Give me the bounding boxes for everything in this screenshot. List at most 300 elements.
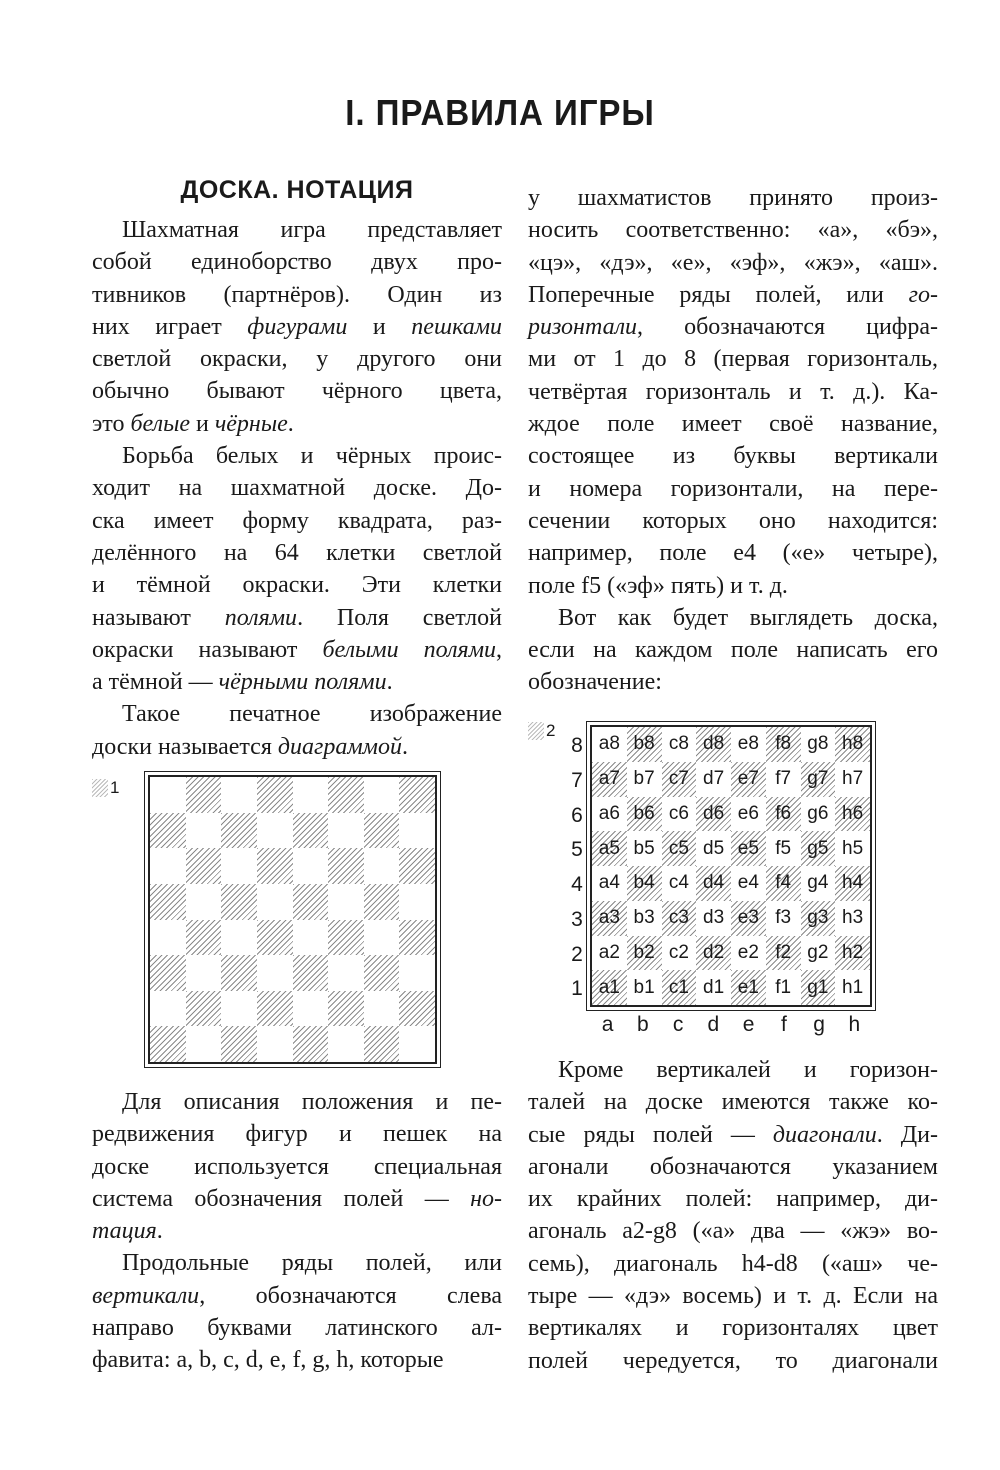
dark-square xyxy=(328,920,364,956)
text-line xyxy=(92,246,502,278)
square-name: f8 xyxy=(775,733,792,755)
text-segment: агонали обозначаются указанием xyxy=(528,1153,938,1180)
square-name: e7 xyxy=(737,768,759,790)
light-square xyxy=(328,1026,364,1062)
text-segment: система обозначения полей — xyxy=(92,1185,471,1212)
text-segment: . xyxy=(402,733,408,760)
square-name: d3 xyxy=(703,907,725,929)
square-name: c7 xyxy=(668,768,689,790)
text-line xyxy=(528,473,938,505)
dark-square xyxy=(696,936,731,971)
dark-square xyxy=(801,970,836,1005)
text-segment: и номера горизонтали, на пере- xyxy=(528,475,938,502)
square-name: e6 xyxy=(737,802,759,824)
italic-term: тация xyxy=(92,1218,157,1245)
light-square xyxy=(150,777,186,813)
light-square xyxy=(364,991,400,1027)
text-line xyxy=(528,408,938,440)
square-name: d6 xyxy=(703,802,725,824)
dark-square xyxy=(221,955,257,991)
light-square xyxy=(696,831,731,866)
text-segment: тыре — «дэ» восемь) и т. д. Если на xyxy=(528,1283,938,1310)
text-segment: . xyxy=(287,410,294,437)
square-name: c8 xyxy=(668,733,689,755)
dark-square xyxy=(328,777,364,813)
text-line xyxy=(528,311,938,343)
light-square xyxy=(221,848,257,884)
text-segment: сечении которых оно находится: xyxy=(528,507,938,534)
text-line xyxy=(528,666,938,698)
square-name: g3 xyxy=(807,907,829,929)
square-name: a2 xyxy=(598,941,620,963)
dark-square xyxy=(627,936,662,971)
light-square xyxy=(399,884,435,920)
light-square xyxy=(731,727,766,762)
text-segment: ска имеет форму квадрата, раз- xyxy=(92,507,502,534)
text-line xyxy=(528,214,938,246)
square-name: c2 xyxy=(668,941,689,963)
text-line xyxy=(528,1119,938,1151)
text-segment: Продольные ряды полей, или xyxy=(122,1250,502,1277)
dark-square xyxy=(293,955,329,991)
text-line xyxy=(92,214,502,246)
square-name: g7 xyxy=(807,768,829,790)
text-segment: Такое печатное изображение xyxy=(122,701,502,728)
square-name: e4 xyxy=(737,872,759,894)
text-segment: направо буквами латинского ал- xyxy=(92,1315,502,1342)
text-segment: носить соответственно: «а», «бэ», xyxy=(528,217,938,244)
light-square xyxy=(731,866,766,901)
square-name: b1 xyxy=(633,976,655,998)
square-name: d1 xyxy=(703,976,725,998)
left-column-text-2 xyxy=(92,1086,502,1377)
square-name: d5 xyxy=(703,837,725,859)
dark-square xyxy=(293,1026,329,1062)
square-name: c6 xyxy=(668,802,689,824)
dark-square xyxy=(592,762,627,797)
text-segment: обозначение: xyxy=(528,669,662,696)
square-name: c5 xyxy=(668,837,689,859)
light-square xyxy=(696,970,731,1005)
file-labels xyxy=(590,1013,872,1037)
square-name: e3 xyxy=(737,907,759,929)
rank-label: 6 xyxy=(571,803,583,827)
text-segment: , обозначаются цифра- xyxy=(637,314,938,341)
light-square xyxy=(835,970,870,1005)
dark-square xyxy=(221,813,257,849)
rank-label: 2 xyxy=(571,942,583,966)
light-square xyxy=(221,920,257,956)
dark-square xyxy=(399,848,435,884)
square-name: a1 xyxy=(598,976,620,998)
right-column-text-1 xyxy=(528,182,938,699)
diagram-number-badge xyxy=(528,722,556,740)
text-line xyxy=(92,1312,502,1344)
dark-square xyxy=(766,727,801,762)
dark-square xyxy=(662,831,697,866)
dark-square xyxy=(364,1026,400,1062)
italic-term: но- xyxy=(470,1185,502,1212)
light-square xyxy=(293,777,329,813)
text-segment: у шахматистов принято произ- xyxy=(528,185,938,211)
text-segment: , xyxy=(496,636,503,663)
square-name: b7 xyxy=(633,768,655,790)
text-line xyxy=(92,440,502,472)
text-segment: их крайних полей: например, ди- xyxy=(528,1186,938,1213)
text-segment: . xyxy=(386,669,393,696)
square-name: b2 xyxy=(633,941,655,963)
text-segment: а тёмной — xyxy=(92,669,219,696)
text-line xyxy=(92,537,502,569)
text-line xyxy=(528,440,938,472)
diagram-1 xyxy=(92,775,512,1075)
text-segment: и xyxy=(189,410,215,437)
dark-square xyxy=(801,901,836,936)
text-segment: ждое поле имеет своё название, xyxy=(528,411,938,438)
text-line xyxy=(92,1086,502,1118)
square-name: h3 xyxy=(842,907,864,929)
file-label: b xyxy=(637,1013,649,1036)
light-square xyxy=(257,884,293,920)
square-name: b6 xyxy=(633,802,655,824)
dark-square xyxy=(835,797,870,832)
text-segment: состоящее из буквы вертикали xyxy=(528,443,938,470)
square-name: b5 xyxy=(633,837,655,859)
dark-square xyxy=(592,901,627,936)
dark-square xyxy=(257,991,293,1027)
text-line xyxy=(528,570,938,602)
text-segment: тивников (партнёров). Один из xyxy=(92,281,502,308)
text-segment: например, поле e4 («е» четыре), xyxy=(528,540,938,567)
text-line xyxy=(528,182,938,214)
dark-square xyxy=(150,813,186,849)
square-name: f2 xyxy=(775,941,792,963)
diagram-number-badge xyxy=(92,779,120,797)
text-line xyxy=(528,602,938,634)
rank-label: 3 xyxy=(571,907,583,931)
square-name: c1 xyxy=(668,976,689,998)
square-name: h6 xyxy=(842,802,864,824)
italic-term: пешками xyxy=(411,313,503,340)
light-square xyxy=(186,884,222,920)
light-square xyxy=(293,920,329,956)
light-square xyxy=(399,1026,435,1062)
light-square xyxy=(328,955,364,991)
dark-square xyxy=(801,762,836,797)
text-segment: окраски называют xyxy=(92,636,323,663)
light-square xyxy=(627,901,662,936)
text-segment: светлой окраски, у другого они xyxy=(92,346,502,373)
dark-square xyxy=(766,797,801,832)
light-square xyxy=(835,831,870,866)
light-square xyxy=(731,797,766,832)
dark-square xyxy=(696,866,731,901)
text-segment: . Ди- xyxy=(876,1121,938,1148)
dark-square xyxy=(766,936,801,971)
light-square xyxy=(328,884,364,920)
square-name: h8 xyxy=(842,733,864,755)
diagram-2 xyxy=(528,720,938,1050)
text-line xyxy=(528,1280,938,1312)
square-name: d7 xyxy=(703,768,725,790)
italic-term: белыми полями xyxy=(322,636,497,663)
hatch-marker xyxy=(92,779,108,797)
light-square xyxy=(766,831,801,866)
light-square xyxy=(592,797,627,832)
text-segment: семь), диагональ h4-d8 («аш» че- xyxy=(528,1250,938,1277)
file-label: d xyxy=(707,1013,720,1036)
square-name: d2 xyxy=(703,941,725,963)
text-line xyxy=(528,247,938,279)
light-square xyxy=(662,727,697,762)
diagram-number: 2 xyxy=(546,721,556,740)
light-square xyxy=(328,813,364,849)
text-segment: это xyxy=(92,410,131,437)
text-segment: и тёмной окраски. Эти клетки xyxy=(92,572,502,599)
text-line xyxy=(528,1151,938,1183)
square-name: h2 xyxy=(842,941,864,963)
dark-square xyxy=(696,797,731,832)
square-name: h5 xyxy=(842,837,864,859)
dark-square xyxy=(835,936,870,971)
dark-square xyxy=(662,762,697,797)
light-square xyxy=(150,991,186,1027)
dark-square xyxy=(662,901,697,936)
italic-term: фигурами xyxy=(247,313,348,340)
light-square xyxy=(662,866,697,901)
light-square xyxy=(662,936,697,971)
text-line xyxy=(92,1151,502,1183)
text-line xyxy=(528,1312,938,1344)
square-name: a3 xyxy=(598,907,620,929)
text-segment: агональ a2-g8 («а» два — «жэ» во- xyxy=(528,1218,938,1245)
square-name: e8 xyxy=(737,733,759,755)
file-label: g xyxy=(813,1013,825,1036)
empty-chessboard xyxy=(148,775,437,1064)
light-square xyxy=(399,813,435,849)
text-line xyxy=(92,311,502,343)
text-line xyxy=(528,279,938,311)
right-column-text-2 xyxy=(528,1054,938,1377)
dark-square xyxy=(186,920,222,956)
text-segment: сые ряды полей — xyxy=(528,1121,773,1148)
light-square xyxy=(293,991,329,1027)
dark-square xyxy=(293,813,329,849)
light-square xyxy=(399,955,435,991)
text-line xyxy=(92,731,502,763)
dark-square xyxy=(364,955,400,991)
square-name: f1 xyxy=(775,976,792,998)
chapter-title: I. ПРАВИЛА ИГРЫ xyxy=(345,92,655,133)
text-segment: называют xyxy=(92,604,225,631)
light-square xyxy=(627,762,662,797)
file-label: h xyxy=(848,1013,861,1036)
file-label: f xyxy=(780,1013,787,1036)
dark-square xyxy=(627,727,662,762)
file-label: a xyxy=(601,1013,614,1036)
light-square xyxy=(186,813,222,849)
text-line xyxy=(528,537,938,569)
text-segment: Шахматная игра представляет xyxy=(122,217,502,243)
light-square xyxy=(766,901,801,936)
text-segment: редвижения фигур и пешек на xyxy=(92,1121,502,1148)
section-title: ДОСКА. НОТАЦИЯ xyxy=(180,176,414,204)
dark-square xyxy=(186,991,222,1027)
italic-term: белые xyxy=(130,410,190,437)
text-line xyxy=(92,1183,502,1215)
light-square xyxy=(801,797,836,832)
text-segment: собой единоборство двух про- xyxy=(92,249,502,276)
text-segment: Для описания положения и пе- xyxy=(122,1089,502,1115)
square-name: f3 xyxy=(775,907,792,929)
text-segment: вертикалях и горизонталях цвет xyxy=(528,1315,938,1342)
light-square xyxy=(801,866,836,901)
text-line xyxy=(92,408,502,440)
square-name: g2 xyxy=(807,941,829,963)
text-segment: поле f5 («эф» пять) и т. д. xyxy=(528,572,788,599)
file-label: c xyxy=(672,1013,684,1036)
text-line xyxy=(92,1247,502,1279)
light-square xyxy=(221,991,257,1027)
light-square xyxy=(696,762,731,797)
text-line xyxy=(528,1086,938,1118)
square-name: c3 xyxy=(668,907,689,929)
dark-square xyxy=(328,848,364,884)
square-name: g4 xyxy=(807,872,829,894)
light-square xyxy=(592,866,627,901)
square-name: a8 xyxy=(598,733,620,755)
square-name: f5 xyxy=(775,837,792,859)
square-name: b4 xyxy=(633,872,655,894)
dark-square xyxy=(592,831,627,866)
rank-label: 4 xyxy=(571,873,583,896)
light-square xyxy=(257,813,293,849)
text-segment: Борьба белых и чёрных проис- xyxy=(122,443,502,470)
dark-square xyxy=(731,762,766,797)
text-line xyxy=(528,505,938,537)
dark-square xyxy=(399,991,435,1027)
dark-square xyxy=(731,970,766,1005)
text-line xyxy=(92,1215,502,1247)
diagram-number: 1 xyxy=(110,778,120,797)
square-name: f7 xyxy=(775,768,792,790)
text-line xyxy=(92,569,502,601)
square-name: a6 xyxy=(598,802,620,824)
text-segment: , обозначаются слева xyxy=(199,1282,502,1309)
text-line xyxy=(92,1344,502,1376)
light-square xyxy=(592,936,627,971)
text-segment: доске используется специальная xyxy=(92,1153,502,1180)
text-segment: Поперечные ряды полей, или xyxy=(528,281,909,308)
text-segment: . Поля светлой xyxy=(297,604,502,631)
dark-square xyxy=(627,797,662,832)
light-square xyxy=(221,777,257,813)
light-square xyxy=(364,848,400,884)
square-name: b8 xyxy=(633,733,655,755)
dark-square xyxy=(221,884,257,920)
light-square xyxy=(364,777,400,813)
dark-square xyxy=(801,831,836,866)
light-square xyxy=(186,955,222,991)
left-column-text-1 xyxy=(92,214,502,763)
text-segment: «цэ», «дэ», «е», «эф», «жэ», «аш». xyxy=(528,249,938,276)
text-segment: доски называется xyxy=(92,733,278,760)
file-label: e xyxy=(742,1013,755,1036)
square-name: a5 xyxy=(598,837,620,859)
square-name: f4 xyxy=(775,872,792,894)
dark-square xyxy=(835,866,870,901)
dark-square xyxy=(293,884,329,920)
light-square xyxy=(835,762,870,797)
light-square xyxy=(662,797,697,832)
light-square xyxy=(592,727,627,762)
italic-term: полями xyxy=(224,604,298,631)
square-name: g1 xyxy=(807,976,829,998)
light-square xyxy=(801,727,836,762)
dark-square xyxy=(835,727,870,762)
dark-square xyxy=(257,848,293,884)
light-square xyxy=(186,1026,222,1062)
light-square xyxy=(766,762,801,797)
square-name: h4 xyxy=(842,872,864,894)
text-line xyxy=(528,1054,938,1086)
text-line xyxy=(528,1248,938,1280)
italic-term: ризонтали xyxy=(528,314,638,341)
text-line xyxy=(92,634,502,666)
text-segment: ходит на шахматной доске. До- xyxy=(92,475,502,502)
square-name: e5 xyxy=(737,837,759,859)
dark-square xyxy=(399,920,435,956)
square-name: h1 xyxy=(842,976,864,998)
text-line xyxy=(92,1280,502,1312)
dark-square xyxy=(186,777,222,813)
square-name: g5 xyxy=(807,837,829,859)
rank-label: 5 xyxy=(571,838,583,862)
dark-square xyxy=(766,866,801,901)
text-segment: талей на доске имеются также ко- xyxy=(528,1089,938,1116)
square-name: f6 xyxy=(775,802,792,824)
light-square xyxy=(627,970,662,1005)
rank-label: 1 xyxy=(571,977,583,1001)
dark-square xyxy=(257,777,293,813)
light-square xyxy=(835,901,870,936)
text-segment: них играет xyxy=(92,313,248,340)
light-square xyxy=(801,936,836,971)
text-segment: полей чередуется, то диагонали xyxy=(528,1347,938,1374)
italic-term: диагонали xyxy=(772,1121,877,1148)
text-segment: фавита: a, b, c, d, e, f, g, h, которые xyxy=(92,1347,444,1374)
text-segment: . xyxy=(156,1218,163,1245)
text-line xyxy=(528,634,938,666)
text-segment: Вот как будет выглядеть доска, xyxy=(558,604,938,631)
text-segment: четвёртая горизонталь и т. д.). Ка- xyxy=(528,378,938,405)
text-segment: делённого на 64 клетки светлой xyxy=(92,539,502,566)
dark-square xyxy=(150,884,186,920)
italic-term: вертикали xyxy=(92,1282,200,1309)
dark-square xyxy=(731,901,766,936)
dark-square xyxy=(364,884,400,920)
text-line xyxy=(92,279,502,311)
dark-square xyxy=(328,991,364,1027)
text-line xyxy=(92,343,502,375)
rank-label: 7 xyxy=(571,768,583,792)
light-square xyxy=(627,831,662,866)
text-line xyxy=(528,1345,938,1377)
dark-square xyxy=(592,970,627,1005)
square-name: g6 xyxy=(807,802,829,824)
text-line xyxy=(92,602,502,634)
square-name: b3 xyxy=(633,907,655,929)
